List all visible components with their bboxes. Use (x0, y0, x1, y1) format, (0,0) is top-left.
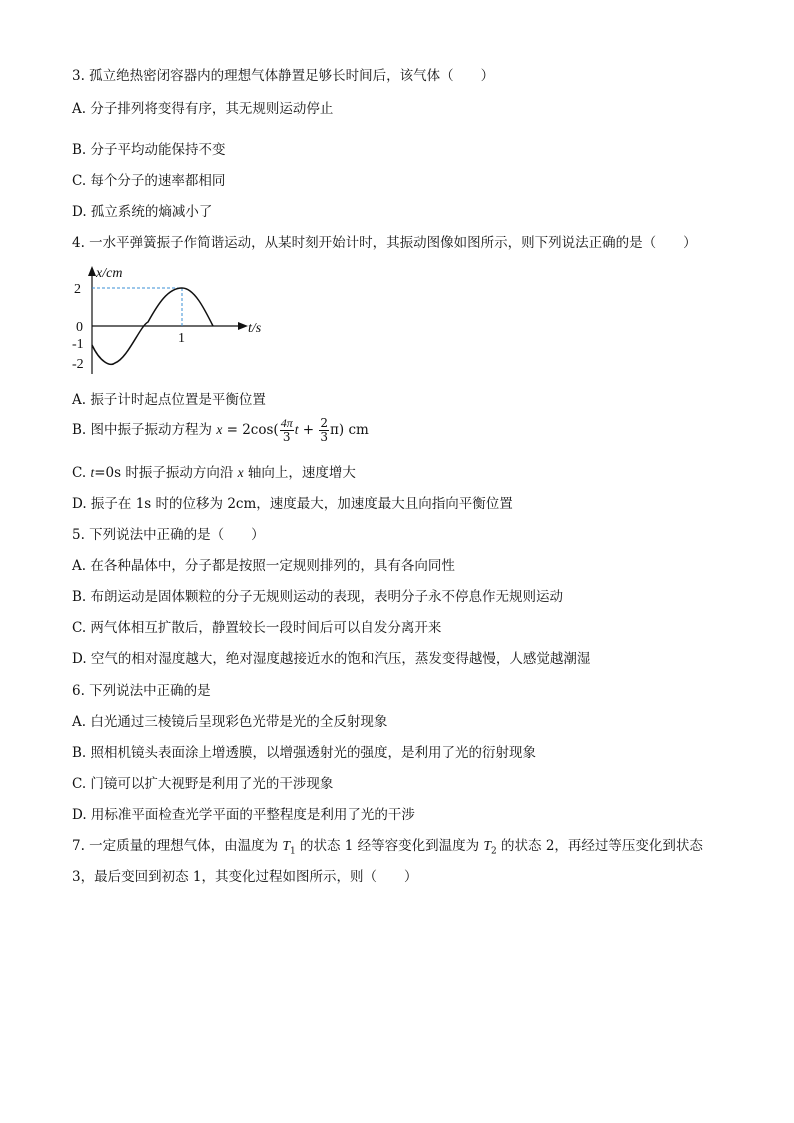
vibration-graph (70, 264, 270, 376)
q4-option-d: D. 振子在 1s 时的位移为 2cm，速度最大，加速度最大且向指向平衡位置 (72, 496, 513, 512)
q7-part2: 的状态 1 经等容变化到温度为 (295, 838, 484, 854)
q7-t1-sub: 1 (289, 846, 296, 857)
q3-option-b: B. 分子平均动能保持不变 (72, 142, 226, 158)
x-axis-label: t/s (248, 321, 262, 336)
q7-t2: T (483, 838, 491, 853)
q6-option-a: A. 白光通过三棱镜后呈现彩色光带是光的全反射现象 (72, 714, 388, 730)
q7-stem-line2: 3，最后变回到初态 1，其变化过程如图所示，则（ ） (72, 869, 418, 885)
eq-fraction-2 (319, 417, 329, 444)
var-x: x (237, 465, 244, 480)
q7-t2-sub: 2 (491, 846, 497, 857)
frac2-num: 2 (320, 416, 329, 430)
q3-stem: 3. 孤立绝热密闭容器内的理想气体静置足够长时间后，该气体（ ） (72, 68, 495, 84)
q7-t1: T (282, 838, 290, 853)
q6-option-b: B. 照相机镜头表面涂上增透膜，以增强透射光的强度，是利用了光的衍射现象 (72, 745, 537, 761)
q3-option-d: D. 孤立系统的熵减小了 (72, 204, 213, 220)
q5-option-d: D. 空气的相对湿度越大，绝对湿度越接近水的饱和汽压，蒸发变得越慢，人感觉越潮湿 (72, 651, 591, 667)
q7-stem-line1 (72, 837, 703, 861)
q3-option-a: A. 分子排列将变得有序，其无规则运动停止 (72, 101, 334, 117)
frac2-den: 3 (320, 430, 329, 444)
q7-part3: 的状态 2，再经过等压变化到状态 (496, 838, 703, 854)
q4-option-b (72, 413, 369, 447)
y-tick-minus1: -1 (72, 337, 84, 352)
eq-mid: = 2cos( (222, 422, 279, 438)
frac1-num: 4π (280, 416, 293, 430)
y-tick-2: 2 (74, 282, 81, 297)
q5-stem: 5. 下列说法中正确的是（ ） (72, 527, 265, 543)
q4-option-c-prefix: C. (72, 465, 91, 481)
q4-option-c-text2: 轴向上，速度增大 (243, 465, 356, 481)
eq-pi-close: π) cm (330, 422, 369, 438)
q6-option-c: C. 门镜可以扩大视野是利用了光的干涉现象 (72, 776, 334, 792)
q4-option-c (72, 464, 356, 482)
y-tick-minus2: -2 (72, 357, 84, 372)
var-t: t (90, 465, 95, 480)
eq-var-x: x (216, 422, 223, 437)
eq-fraction-1 (280, 417, 294, 444)
q5-option-c: C. 两气体相互扩散后，静置较长一段时间后可以自发分离开来 (72, 620, 442, 636)
q4-stem: 4. 一水平弹簧振子作简谐运动，从某时刻开始计时，其振动图像如图所示，则下列说法正确的是（ ） (72, 235, 697, 251)
q3-option-c: C. 每个分子的速率都相同 (72, 173, 226, 189)
q4-option-c-text1: =0s 时振子振动方向沿 (94, 465, 238, 481)
y-axis-label: x/cm (96, 266, 123, 281)
q4-option-a: A. 振子计时起点位置是平衡位置 (72, 392, 266, 408)
y-tick-0: 0 (76, 320, 83, 335)
eq-var-t: t (294, 422, 299, 437)
x-tick-1: 1 (178, 331, 185, 346)
x-axis-arrow (238, 322, 248, 330)
q6-stem: 6. 下列说法中正确的是 (72, 683, 211, 699)
q5-option-b: B. 布朗运动是固体颗粒的分子无规则运动的表现，表明分子永不停息作无规则运动 (72, 589, 564, 605)
q6-option-d: D. 用标准平面检查光学平面的平整程度是利用了光的干涉 (72, 807, 415, 823)
q4-option-b-prefix: B. 图中振子振动方程为 (72, 422, 213, 438)
frac1-den: 3 (282, 430, 291, 444)
q7-part1: 7. 一定质量的理想气体，由温度为 (72, 838, 283, 854)
q5-option-a: A. 在各种晶体中，分子都是按照一定规则排列的，具有各向同性 (72, 558, 455, 574)
eq-plus: + (298, 422, 319, 438)
y-axis-arrow (88, 266, 96, 276)
